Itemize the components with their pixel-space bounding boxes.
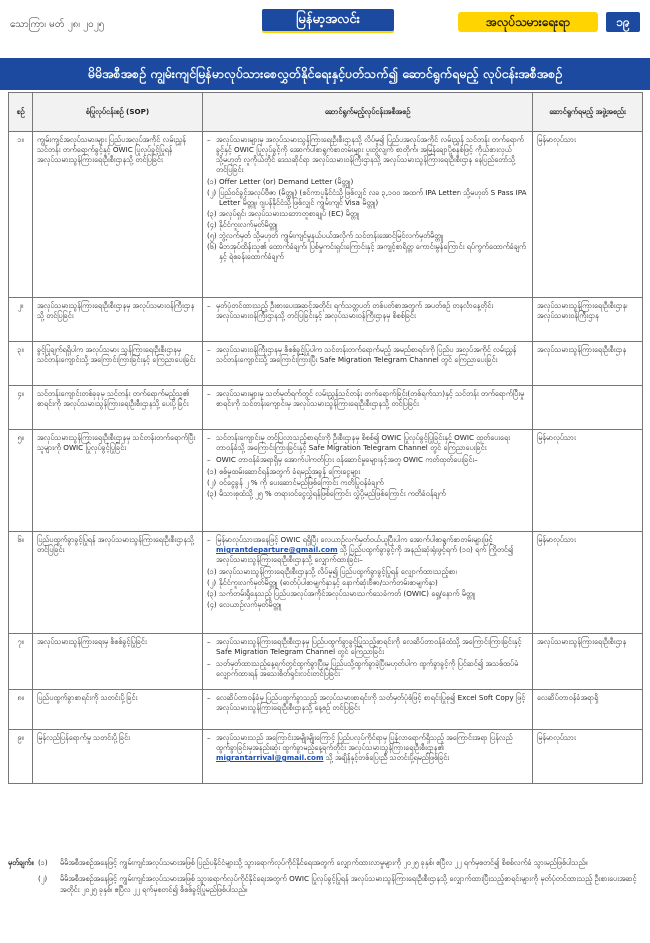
notes-list xyxy=(8,857,642,895)
action-plan xyxy=(203,298,533,342)
header-actions: ဆောင်ရွက်မည့်လုပ်ငန်းအစီအစဉ် xyxy=(203,93,533,132)
sop-step: အလုပ်သမားသွန်ကြားရေးမှ စိစစ်ခွင့်ပြုခြင်း xyxy=(33,634,203,690)
action-plan xyxy=(203,532,533,634)
action-item: – အလုပ်သမားများမှ အလုပ်သမားသွန်ကြားရေးဦးစီးဌာနသို့ လိပ်မူ၍ ပြည်ပအလုပ်အကိုင် လမ်းညွှန် သင်တန်း တက်ရောက်ခွင့်နှင့် OWIC ပြုလုပ်ခွင့်ကို အောက်ပါစာရွက်စာတမ်းများ ပူးတွဲလျက် စာတိုက်၊ အမြန်ချောပို့စနစ်ဖြင့် ကိုယ်စားလှယ် သို့မဟုတ် လူကိုယ်တိုင် ဒေသဆိုင်ရာ အလုပ်သမားဝန်ကြီးဌာနသို့ အလုပ်သမားသွန်ကြားရေးဦးစီးဌာန နေပြည်တော်သို့ တင်ပြခြင်း xyxy=(207,135,528,175)
email-link[interactable]: migrantarrival@gmail.com xyxy=(216,753,324,762)
row-number: ၆။ xyxy=(9,532,33,634)
sub-item xyxy=(207,489,528,499)
sub-item xyxy=(207,478,528,488)
table-row xyxy=(9,386,643,430)
action-item: – အလုပ်သမားသွန်ကြားရေးဦးစီးဌာနမှ ပြည်ပထွက်ခွာခွင့်ပြုသည့်စာရင်းကို လေဆိပ်တာဝန်ခံထံသို့ အကြောင်းကြားခြင်းနှင့် Safe Migration Telegram Channel တွင် ကြေညာခြင်း xyxy=(207,637,528,657)
action-plan xyxy=(203,342,533,386)
action-plan xyxy=(203,132,533,298)
sub-item-index: (၅) xyxy=(207,231,217,240)
note-text: မိမိအစီအစဉ်အနေဖြင့် ကျွမ်းကျင်အလုပ်သမားအဖြစ် ပြည်ပနိုင်ငံများသို့ သွားရောက်လုပ်ကိုင်နိုင်ရေးအတွက် လျှောက်ထားလာမှုများကို ၂၀၂၅ ခုနှစ်၊ ဧပြီလ ၂၂ ရက်မှစတင်၍ စိစစ်လက်ခံ သွားမည်ဖြစ်ပါသည်။ xyxy=(60,858,588,867)
sub-item-index: (၂) xyxy=(207,578,217,587)
responsible-party: မြန်မာလုပ်သား xyxy=(533,730,643,784)
sub-item-list xyxy=(207,177,528,262)
action-list xyxy=(207,389,528,409)
row-number: ၃။ xyxy=(9,342,33,386)
issue-date: သောကြာ၊ မတ် ၂၈၊ ၂၀၂၅ xyxy=(10,19,105,30)
sub-item-index: (၃) xyxy=(207,209,217,218)
note-item xyxy=(8,857,642,868)
sub-item xyxy=(207,188,528,208)
table-row xyxy=(9,532,643,634)
sop-step: ပြည်ပထွက်ခွာခွင့်ပြုရန် အလုပ်သမားသွန်ကြားရေးဦးစီးဌာနသို့ တင်ပြခြင်း xyxy=(33,532,203,634)
responsible-party: အလုပ်သမားသွန်ကြားရေးဦးစီးဌာန၊ အလုပ်သမားဝန်ကြီးဌာန xyxy=(533,298,643,342)
sop-step: မြန်လည်ပြန်ရောက်မှု သတင်းပို့ခြင်း xyxy=(33,730,203,784)
sub-item xyxy=(207,177,528,187)
sub-item-index: (၁) xyxy=(207,467,217,476)
note-label xyxy=(8,873,38,895)
sub-item-text: နိုင်ငံကူးလက်မှတ်မိတ္တူ xyxy=(219,220,278,229)
responsible-party: အလုပ်သမားသွန်ကြားရေးဦးစီးဌာန xyxy=(533,634,643,690)
action-item: – OWIC တာဝန်ခံအရာရှိမှ အောက်ပါကတ်ပြား ဝန်ဆောင်မှုခများနှင့်အတူ OWIC ကတ်ထုတ်ပေးခြင်း– xyxy=(207,455,528,465)
responsible-party: လေဆိပ်တာဝန်ခံအရာရှိ xyxy=(533,690,643,730)
responsible-party: မြန်မာလုပ်သား xyxy=(533,532,643,634)
action-list xyxy=(207,135,528,175)
sub-item-text: နိုင်ငံကူးလက်မှတ်မိတ္တူ (ဓာတ်ပုံပါစာမျက်နှာနှင့် နောက်ဆုံးဗီဇာ/သက်တမ်းစာမျက်နှာ) xyxy=(219,578,438,587)
sub-item xyxy=(207,600,528,610)
action-item: – အလုပ်သမားဝန်ကြီးဌာနမှ စိစစ်ခွင့်ပြုပါက သင်တန်းတက်ရောက်မည့် အမည်စာရင်းကို ပြည်ပ အလုပ်အကိုင် လမ်းညွှန်သင်တန်းကျောင်းသို့ အကြောင်းကြားပြီး Safe Migration Telegram Channel တွင် ကြေညာပေးခြင်း xyxy=(207,345,528,365)
sop-step: သင်တန်းကျောင်းတစ်ခုခုမှ သင်တန်း တက်ရောက်မည့်သူ၏ စာရင်းကို အလုပ်သမားသွန်ကြားရေးဦးစီးဌာနသို့ ပေးပို့ခြင်း xyxy=(33,386,203,430)
sop-step: ကျွမ်းကျင်အလုပ်သမားများ ပြည်ပအလုပ်အကိုင် လမ်းညွှန်သင်တန်း တက်ရောက်ခွင့်နှင့် OWIC ပြုလုပ်ခွင့်ပြုရန် အလုပ်သမားသွန်ကြားရေးဦးစီးဌာနသို့ တင်ပြခြင်း xyxy=(33,132,203,298)
row-number: ၇။ xyxy=(9,634,33,690)
sub-item-text: မိဘအုပ်ထိန်းသူ၏ ထောက်ခံချက်၊ ပြစ်မှုကင်းရှင်းကြောင်းနှင့် အကျင့်စာရိတ္တ ကောင်းမွန်ကြောင်း ရပ်ကွက်ထောက်ခံချက်နှင့် ရဲစခန်းထောက်ခံချက် xyxy=(219,242,527,261)
table-row xyxy=(9,730,643,784)
row-number: ၄။ xyxy=(9,386,33,430)
action-item: – အလုပ်သမားများမှ သတ်မှတ်ရက်တွင် လမ်းညွှန်သင်တန်း တက်ရောက်ခြင်း(တစ်ရက်သာ)နှင့် သင်တန်း တက်ရောက်ပြီးမှုစာရင်းကို သင်တန်းကျောင်းမှ အလုပ်သမားသွန်ကြားရေးဦးစီးဌာနသို့ တင်ပြခြင်း xyxy=(207,389,528,409)
sub-item-text: မိသားစုထံသို့ ၂၅ % တရားဝင်ငွေလွှဲရန်ဖြစ်ကြောင်း လွှဲပို့မည်ဖြစ်ကြောင်း ကတိခံဝန်ချက် xyxy=(219,489,446,498)
responsible-party: မြန်မာလုပ်သား xyxy=(533,132,643,298)
table-row xyxy=(9,690,643,730)
page-header xyxy=(10,8,640,38)
sub-item-text: အလုပ်သမားသွန်ကြားရေးဦးစီးဌာနသို့ လိပ်မူ၍ ပြည်ပထွက်ခွာခွင့်ပြုရန် လျှောက်ထားသည့်စာ၊ xyxy=(219,567,457,576)
sub-item xyxy=(207,589,528,599)
header-no: စဉ် xyxy=(9,93,33,132)
note-item xyxy=(8,873,642,895)
action-item: – လေဆိပ်တာဝန်ခံမှ ပြည်ပထွက်ခွာသည့် အလုပ်သမားစာရင်းကို သတ်မှတ်ပုံစံဖြင့် စာရင်းပြုစု၍ Excel Soft Copy ဖြင့် အလုပ်သမားသွန်ကြားရေးဦးစီးဌာနသို့ နေ့စဉ် တင်ပြခြင်း xyxy=(207,693,528,713)
table-row xyxy=(9,298,643,342)
sub-item xyxy=(207,467,528,477)
sub-item-text: Offer Letter (or) Demand Letter (မိတ္တူ) xyxy=(219,177,354,186)
row-number: ၅။ xyxy=(9,430,33,532)
sub-item-text: လေယာဉ်လက်မှတ်မိတ္တူ xyxy=(219,600,282,609)
sub-item-list xyxy=(207,467,528,499)
newspaper-masthead: မြန်မာ့အလင်း xyxy=(262,9,394,31)
sub-item-text: အလုပ်ရှင်၊ အလုပ်သမားသဘောတူစာချုပ် (EC) မိတ္တူ xyxy=(219,209,359,218)
sub-item-index: (၁) xyxy=(207,177,217,186)
email-link[interactable]: migrantdeparture@gmail.com xyxy=(216,545,338,554)
sub-item-index: (၄) xyxy=(207,600,217,609)
sub-item xyxy=(207,242,528,262)
note-text: မိမိအစီအစဉ်အနေဖြင့် ကျွမ်းကျင်အလုပ်သမားအဖြစ် သွားရောက်လုပ်ကိုင်နိုင်ရေးအတွက် OWIC ပြုလုပ်ခွင့်ပြုရန် အလုပ်သမားသွန်ကြားရေးဦးစီးဌာနသို့ လျှောက်ထားပြီးသည့်စာရင်းများကို မှတ်ပုံတင်ထားသည့် ဦးစားပေးအဆင့်အတိုင်း ၂၀၂၅ ခုနှစ်၊ ဧပြီလ ၂၂ ရက်မှစတင်၍ စိစစ်ခွင့်ပြုမည်ဖြစ်ပါသည်။ xyxy=(60,874,637,894)
table-row xyxy=(9,634,643,690)
sub-item-index: (၁) xyxy=(207,567,217,576)
action-plan xyxy=(203,634,533,690)
row-number: ၉။ xyxy=(9,730,33,784)
sub-item xyxy=(207,578,528,588)
sub-item-text: ဝင်ငွေခွန် ၂ % ကို ပေးဆောင်မည်ဖြစ်ကြောင်း ကတိပြုဝန်ခံချက် xyxy=(219,478,384,487)
sop-step: ခွင့်ပြုချက်ရရှိပါက အလုပ်သမား သွန်ကြားရေးဦးစီးဌာနမှ သင်တန်းကျောင်းသို့ အကြောင်းကြားခြင်းနှင့် ကြေညာပေးခြင်း xyxy=(33,342,203,386)
action-plan xyxy=(203,690,533,730)
header-responsible: ဆောင်ရွက်ရမည့် အဖွဲ့အစည်း xyxy=(533,93,643,132)
sop-step: ပြည်ပထွက်ခွာစာရင်းကို သတင်းပို့ခြင်း xyxy=(33,690,203,730)
row-number: ၁။ xyxy=(9,132,33,298)
sub-item xyxy=(207,231,528,241)
action-list xyxy=(207,345,528,365)
sub-item xyxy=(207,220,528,230)
action-list xyxy=(207,637,528,679)
sub-item-index: (၂) xyxy=(207,188,217,197)
note-index: (၂) xyxy=(38,874,48,883)
header-sop: စံပြုလုပ်ငန်းစဉ် (SOP) xyxy=(33,93,203,132)
table-header-row xyxy=(9,93,643,132)
sop-step: အလုပ်သမားသွန်ကြားရေးဦးစီးဌာနမှ အလုပ်သမားဝန်ကြီးဌာနသို့ တင်ပြခြင်း xyxy=(33,298,203,342)
action-plan xyxy=(203,730,533,784)
action-plan xyxy=(203,430,533,532)
sub-item-index: (၃) xyxy=(207,489,217,498)
responsible-party: အလုပ်သမားသွန်ကြားရေးဦးစီးဌာန xyxy=(533,342,643,386)
page-number: ၁၉ xyxy=(606,12,640,32)
responsible-party: မြန်မာလုပ်သား xyxy=(533,430,643,532)
sub-item-index: (၆) xyxy=(207,242,217,251)
notes-section xyxy=(8,857,642,900)
sop-step: အလုပ်သမားသွန်ကြားရေးဦးစီးဌာနမှ သင်တန်းတက်ရောက်ပြီးသူများကို OWIC ပြုလုပ်ခွင့်ပြုခြင်း xyxy=(33,430,203,532)
action-item: – သတ်မှတ်ထားသည့်နေ့ရက်တွင်ထွက်ခွာပြီးမှ ပြည်ပသို့ထွက်ခွာခဲ့ပြီးမဟုတ်ပါက ထွက်ခွာခွင့်ကို ပြင်ဆင်၍ အသစ်ထပ်မံလျှောက်ထားရန် အသေးစိတ်ရှင်းလင်းတင်ပြခြင်း xyxy=(207,659,528,679)
action-item: – သင်တန်းကျောင်းမှ တင်ပြလာသည့်စာရင်းကို ဦးစီးဌာနမှ စိစစ်၍ OWIC ပြုလုပ်ခွင့်ပြုခြင်းနှင့် OWIC ထုတ်ပေးရေးတာဝန်ခံသို့ အကြောင်းကြားခြင်းနှင့် Safe Migration Telegram Channel တွင် ကြေညာပေးခြင်း xyxy=(207,433,528,453)
sub-item-index: (၄) xyxy=(207,220,217,229)
action-list xyxy=(207,693,528,713)
table-body xyxy=(9,132,643,784)
sub-item-list xyxy=(207,567,528,610)
action-list xyxy=(207,433,528,465)
sub-item-text: ဘွဲ့လက်မှတ် သို့မဟုတ် ကျွမ်းကျင်မှုနယ်ပယ်အလိုက် သင်တန်းအောင်မြင်လက်မှတ်မိတ္တူ xyxy=(219,231,444,240)
section-label: အလုပ်သမားရေးရာ xyxy=(458,12,598,32)
procedure-table xyxy=(8,92,643,784)
action-list xyxy=(207,733,528,763)
table-row xyxy=(9,342,643,386)
sub-item xyxy=(207,567,528,577)
row-number: ၈။ xyxy=(9,690,33,730)
sub-item-index: (၃) xyxy=(207,589,217,598)
row-number: ၂။ xyxy=(9,298,33,342)
sub-item xyxy=(207,209,528,219)
article-headline: မိမိအစီအစဉ် ကျွမ်းကျင်မြန်မာလုပ်သားစေလွှတ်နိုင်ရေးနှင့်ပတ်သက်၍ ဆောင်ရွက်ရမည့် လုပ်ငန်းအစီအစဉ် xyxy=(0,58,650,90)
action-plan xyxy=(203,386,533,430)
action-item: – အလုပ်သမားသည် အကြောင်းအမျိုးမျိုးကြောင့် ပြည်ပလုပ်ကိုင်ရာမှ ပြန်လာရောက်ရှိသည့် အကြောင်းအရာ ပြန်လည်ထွက်ခွာခြင်းမှအနည်းဆုံး ထွက်ခွာမည့်နေ့ရက်တိုင်း အလုပ်သမားသွန်ကြားရေးဦးစီးဌာန၏ migrantarrival@gmail.com သို့ အချိန်နှင့်တစ်ပြေးညီ သတင်းပို့ရမည်ဖြစ်ခြင်း xyxy=(207,733,528,763)
action-item: – မှတ်ပုံတင်ထားသည့် ဦးစားပေးအဆင့်အတိုင်း ရက်သတ္တပတ် တစ်ပတ်စာအတွက် အပတ်စဉ် တနင်္လာနေ့တိုင်း အလုပ်သမားဝန်ကြီးဌာနသို့ တင်ပြခြင်းနှင့် အလုပ်သမားဝန်ကြီးဌာနမှ စိစစ်ခြင်း xyxy=(207,301,528,321)
action-list xyxy=(207,301,528,321)
note-label: မှတ်ချက်။ xyxy=(8,858,34,867)
note-index: (၁) xyxy=(38,858,48,867)
responsible-party xyxy=(533,386,643,430)
table-row xyxy=(9,430,643,532)
sub-item-text: ပြည်ဝင်ခွင့်အလုပ်ဗီဇာ (မိတ္တူ) (စင်ကာပူနိုင်ငံသို့ဖြစ်လျှင် လခ ၃,၁၀၀ အထက် IPA Letter၊ သို့မဟုတ် S Pass IPA Letter မိတ္တူ၊ ဂျပန်နိုင်ငံသို့ဖြစ်လျှင် ကျွမ်းကျင် Visa မိတ္တူ) xyxy=(219,188,527,207)
sub-item-text: သက်တမ်းရှိနေသည့် ပြည်ပအလုပ်အကိုင်အလုပ်သမားသက်သေခံကတ် (OWIC) ရှေ့/နောက် မိတ္တူ xyxy=(219,589,475,598)
sub-item-index: (၂) xyxy=(207,478,217,487)
table-row xyxy=(9,132,643,298)
procedure-table-container xyxy=(8,92,642,784)
action-item: – မြန်မာလုပ်သားအနေဖြင့် OWIC ရရှိပြီး လေယာဉ်လက်မှတ်ဝယ်ယူပြီးပါက အောက်ပါစာရွက်စာတမ်းများဖြင့် migrantdeparture@gmail.com သို့ ပြည်ပထွက်ခွာခွင့်ကို အနည်းဆုံးရုံးဖွင့်ရက် (၁၀) ရက် ကြိုတင်၍ အလုပ်သမားသွန်ကြားရေးဦးစီးဌာနသို့ လျှောက်ထားခြင်း– xyxy=(207,535,528,565)
sub-item-text: စစ်မှုထမ်းဆောင်ရန်အတွက် ခံရမည့်အခွန် ကြေးငွေများ xyxy=(219,467,361,476)
action-list xyxy=(207,535,528,565)
